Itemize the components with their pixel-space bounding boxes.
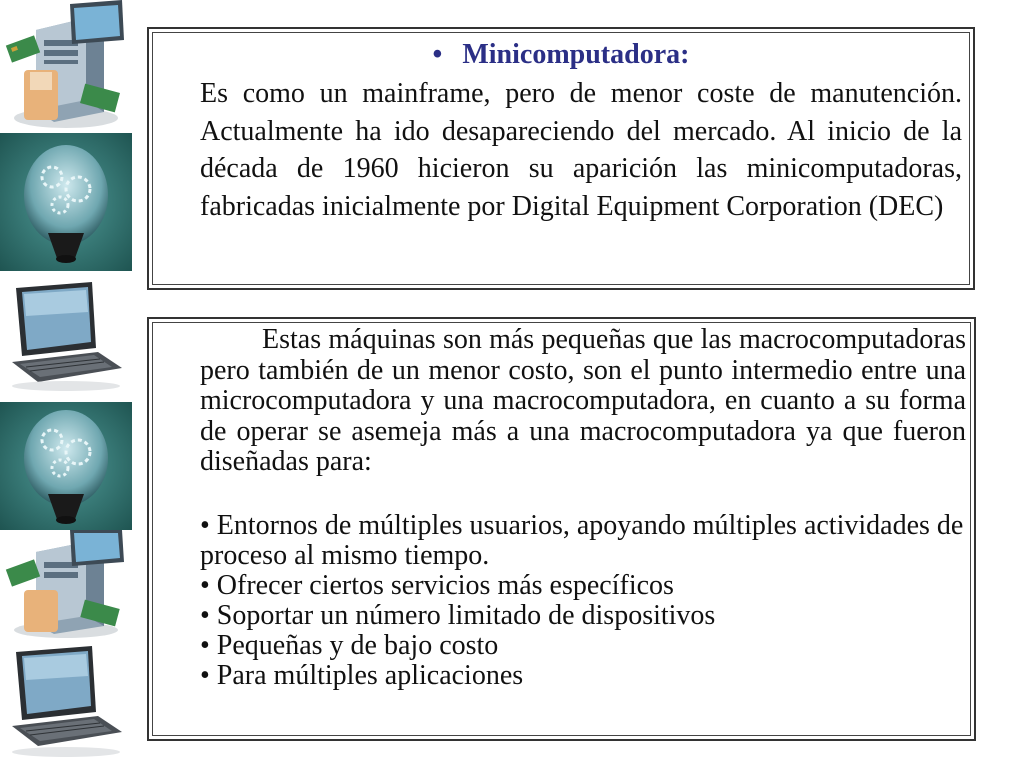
caracteristicas-box [147, 317, 976, 741]
caracteristicas-list [200, 511, 966, 691]
title-text: Minicomputadora: [462, 39, 690, 70]
gear-head-image-2 [0, 402, 132, 530]
list-item: • Pequeñas y de bajo costo [200, 630, 499, 661]
list-item: • Entornos de múltiples usuarios, apoyando múltiples actividades de proceso al mismo tiempo. [200, 510, 964, 571]
list-item: • Para múltiples aplicaciones [200, 660, 524, 691]
gear-head-image [0, 133, 132, 271]
list-item: • Ofrecer ciertos servicios más específicos [200, 570, 674, 601]
server-tower-image-2 [0, 530, 132, 640]
title-bullet: • [432, 39, 443, 70]
minicomputadora-title [149, 39, 973, 71]
decorative-image-strip [0, 0, 132, 768]
server-tower-image [0, 0, 132, 132]
caracteristicas-intro: Estas máquinas son más pequeñas que las macrocomputadoras pero también de un menor costo, son el punto intermedio entre una microcomputadora y una macrocomputadora, en cuanto a su forma de operar se asemeja más a una macrocomputadora ya que fueron diseñadas para: [200, 324, 966, 477]
laptop-image-2 [0, 640, 132, 768]
list-item: • Soportar un número limitado de dispositivos [200, 600, 716, 631]
laptop-image [0, 272, 132, 400]
minicomputadora-description: Es como un mainframe, pero de menor coste de manutención. Actualmente ha ido desapareciendo del mercado. Al inicio de la década de 1960 hicieron su aparición las minicomputadoras, fabricadas inicialmente por Digital Equipment Corporation (DEC) [200, 78, 962, 222]
minicomputadora-definition-box [147, 27, 975, 290]
